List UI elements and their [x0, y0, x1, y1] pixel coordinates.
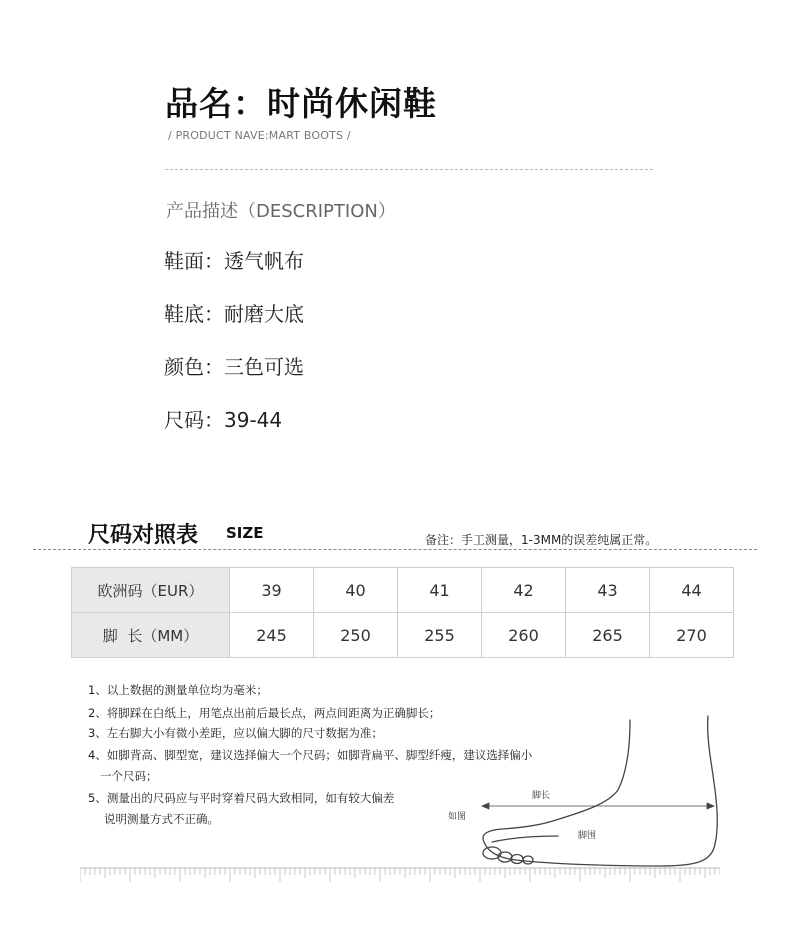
note-item-continued: 一个尺码； — [100, 769, 158, 783]
table-row-foot-length — [72, 613, 734, 658]
table-cell: 39 — [230, 568, 314, 613]
table-cell: 255 — [398, 613, 482, 658]
table-cell: 44 — [650, 568, 734, 613]
note-item: 2、将脚踩在白纸上，用笔点出前后最长点，两点间距离为正确脚长； — [88, 706, 441, 720]
label-foot-length: 脚长 — [532, 791, 551, 801]
spec-sole: 鞋底：耐磨大底 — [164, 302, 304, 326]
note-item: 5、测量出的尺码应与平时穿着尺码大致相同，如有较大偏差 — [88, 791, 395, 805]
table-cell: 245 — [230, 613, 314, 658]
row-header-eur: 欧洲码（EUR） — [72, 568, 230, 613]
table-cell: 260 — [482, 613, 566, 658]
table-row-eur — [72, 568, 734, 613]
note-item: 4、如脚背高、脚型宽，建议选择偏大一个尺码；如脚背扁平、脚型纤瘦，建议选择偏小 — [88, 748, 533, 762]
table-cell: 40 — [314, 568, 398, 613]
table-cell: 270 — [650, 613, 734, 658]
table-cell: 265 — [566, 613, 650, 658]
note-item: 1、以上数据的测量单位均为毫米； — [88, 683, 268, 697]
dashed-divider — [33, 549, 757, 550]
ruler-icon — [80, 866, 720, 884]
row-header-foot-length: 脚 长（MM） — [72, 613, 230, 658]
label-toe: 如图 — [448, 812, 467, 822]
spec-color: 颜色：三色可选 — [164, 355, 304, 379]
size-table — [71, 567, 734, 658]
table-cell: 41 — [398, 568, 482, 613]
dashed-divider — [165, 169, 653, 170]
table-cell: 42 — [482, 568, 566, 613]
size-chart-title: 尺码对照表 — [88, 523, 199, 548]
description-heading: 产品描述（DESCRIPTION） — [166, 201, 396, 222]
foot-outline-icon — [483, 716, 717, 866]
spec-upper: 鞋面：透气帆布 — [164, 249, 304, 273]
table-cell: 43 — [566, 568, 650, 613]
size-chart-title-en: SIZE — [226, 524, 264, 542]
product-subtitle: / PRODUCT NAVE:MART BOOTS / — [168, 129, 351, 142]
size-chart-note: 备注：手工测量，1-3MM的误差纯属正常。 — [425, 533, 658, 547]
note-item-continued: 说明测量方式不正确。 — [104, 812, 219, 826]
spec-size: 尺码：39-44 — [164, 408, 283, 432]
label-girth: 脚围 — [578, 831, 597, 841]
foot-measurement-illustration — [440, 712, 730, 872]
note-item: 3、左右脚大小有微小差距，应以偏大脚的尺寸数据为准； — [88, 726, 383, 740]
length-arrow-icon — [482, 803, 714, 809]
product-title: 品名：时尚休闲鞋 — [165, 84, 437, 123]
table-cell: 250 — [314, 613, 398, 658]
